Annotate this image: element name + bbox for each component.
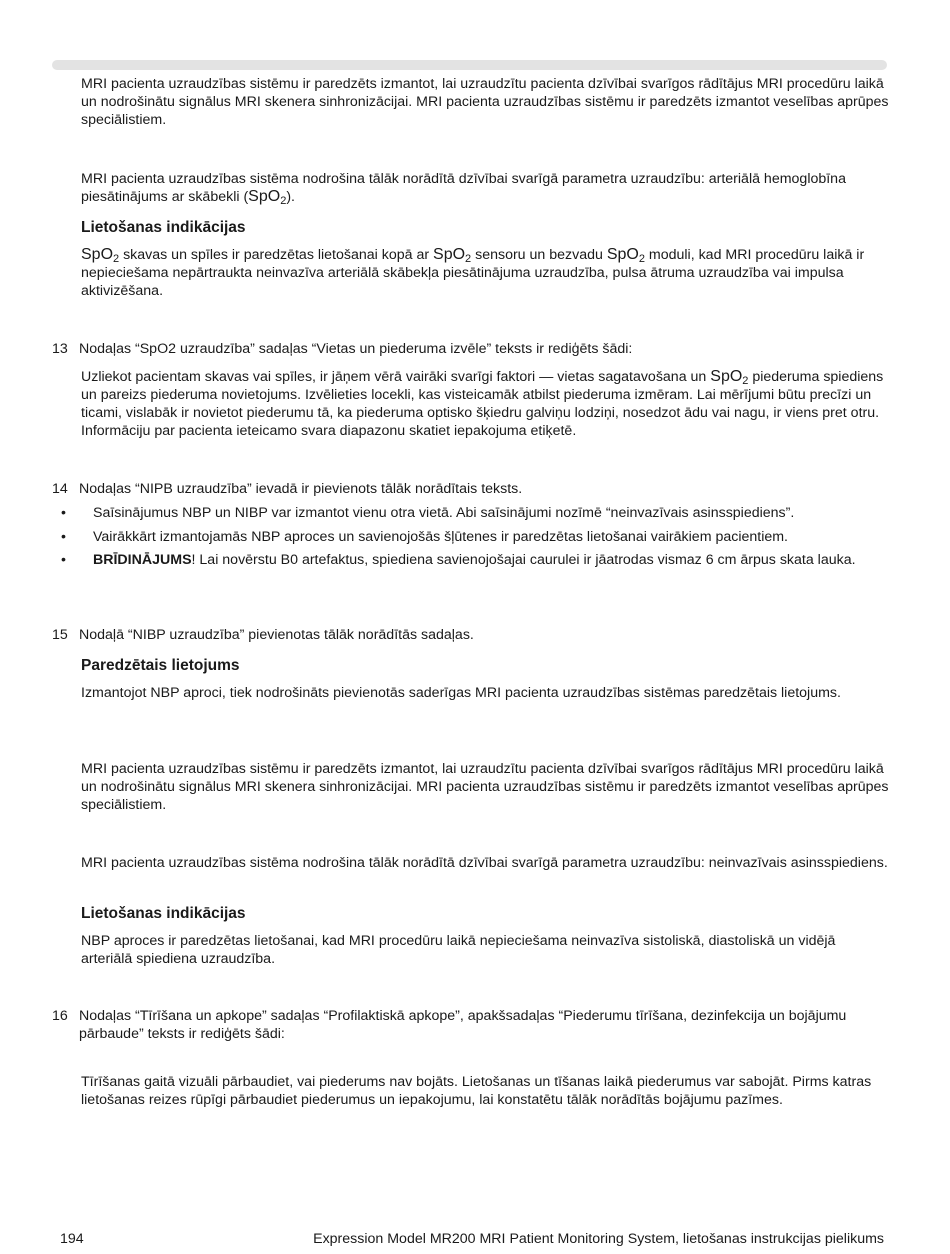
bullet-abbreviations: Saīsinājumus NBP un NIBP var izmantot vienu otra vietā. Abi saīsinājumi nozīmē “neinvazīvais asinsspiediens”.: [93, 505, 795, 521]
intended-use-paragraph: MRI pacienta uzraudzības sistēmu ir paredzēts izmantot, lai uzraudzītu pacienta dzīvībai svarīgos rādītājus MRI procedūru laikā un nodrošinātu signālus MRI skenera sinhronizācijai. MRI pacienta uzraudzības sistēmu ir paredzēts izmantot veselības aprūpes speciālistiem.: [81, 76, 889, 128]
item-number-16: 16: [52, 1008, 68, 1024]
spo2-subscript: 2: [280, 195, 287, 207]
spo2-indications-text-3: moduli, kad MRI procedūru laikā ir nepieciešama nepārtraukta neinvazīva arteriālā skābekļa piesātinājuma uzraudzība, pulsa ātruma uzraudzība vai impulsa aktivizēšana.: [81, 247, 865, 299]
page-number: 194: [60, 1231, 84, 1247]
top-divider-bar: [52, 60, 887, 70]
item-13-text-a: Uzliekot pacientam skavas vai spīles, ir jāņem vērā vairāki svarīgi faktori — vietas sagatavošana un: [81, 369, 711, 385]
spo2-parameter-end: ).: [286, 189, 295, 205]
nbp-system-paragraph: MRI pacienta uzraudzības sistēmu ir paredzēts izmantot, lai uzraudzītu pacienta dzīvībai svarīgos rādītājus MRI procedūru laikā un nodrošinātu signālus MRI skenera sinhronizācijai. MRI pacienta uzraudzības sistēmu ir paredzēts izmantot veselības aprūpes speciālistiem.: [81, 761, 889, 813]
nbp-parameter-paragraph: MRI pacienta uzraudzības sistēma nodrošina tālāk norādītā dzīvībai svarīgā parametra uzraudzību: neinvazīvais asinsspiediens.: [81, 855, 888, 871]
spo2-indications-paragraph: [81, 246, 889, 300]
spo2-subscript: 2: [638, 253, 645, 265]
spo2-subscript: 2: [465, 253, 472, 265]
spo2-indications-text-1: skavas un spīles ir paredzētas lietošanai kopā ar: [119, 247, 434, 263]
spo2-term: SpO: [710, 368, 743, 385]
spo2-term: SpO: [81, 246, 114, 263]
item-number-13: 13: [52, 341, 68, 357]
item-13-text-b: piederuma spiediens un pareizs piederuma novietojums. Izvēlieties locekli, kas visteicamāk atbilst piederuma izmēram. Lai mērījumi būtu precīzi un ticami, vislabāk ir novietot piederumu tā, ka piederuma optisko šķiedru galviņu lodziņi, nosedzot ādu vai nagu, ir viens pret otru. Informāciju par pacienta ieteicamo svara diapazonu skatiet iepakojuma etiķetē.: [81, 369, 884, 439]
item-16-paragraph: Tīrīšanas gaitā vizuāli pārbaudiet, vai piederums nav bojāts. Lietošanas un tīšanas laikā piederumus var sabojāt. Pirms katras lietošanas reizes rūpīgi pārbaudiet piederumus un iepakojumu, lai konstatētu tālāk norādītās bojājumu pazīmes.: [81, 1074, 872, 1108]
intended-use-heading: Paredzētais lietojums: [81, 657, 240, 674]
item-number-14: 14: [52, 481, 68, 497]
bullet-reusable-cuffs: Vairākkārt izmantojamās NBP aproces un savienojošās šļūtenes ir paredzētas lietošanai vairākiem pacientiem.: [93, 529, 788, 545]
warning-text: ! Lai novērstu B0 artefaktus, spiediena savienojošajai caurulei ir jāatrodas vismaz 6 cm ārpus skata lauka.: [191, 552, 856, 568]
bullet-warning: [93, 551, 883, 569]
item-13-paragraph: [81, 368, 889, 440]
spo2-parameter-paragraph: [81, 170, 889, 206]
spo2-parameter-text: MRI pacienta uzraudzības sistēma nodrošina tālāk norādītā dzīvībai svarīgā parametra uzraudzību: arteriālā hemoglobīna piesātinājums ar skābekli (: [81, 171, 846, 205]
spo2-indications-text-2: sensoru un bezvadu: [471, 247, 607, 263]
item-14-text: Nodaļas “NIPB uzraudzība” ievadā ir pievienots tālāk norādītais teksts.: [79, 481, 523, 497]
spo2-term: SpO: [248, 188, 281, 205]
bullet-marker: •: [61, 529, 66, 545]
spo2-subscript: 2: [113, 253, 120, 265]
nbp-indications-paragraph: NBP aproces ir paredzētas lietošanai, kad MRI procedūru laikā nepieciešama neinvazīva sistoliskā, diastoliskā un vidējā arteriālā spiediena uzraudzība.: [81, 933, 836, 967]
nbp-intended-use-paragraph: Izmantojot NBP aproci, tiek nodrošināts pievienotās saderīgas MRI pacienta uzraudzības sistēmas paredzētais lietojums.: [81, 685, 841, 701]
bullet-marker: •: [61, 505, 66, 521]
item-16-text: Nodaļas “Tīrīšana un apkope” sadaļas “Profilaktiskā apkope”, apakšsadaļas “Piederumu tīrīšana, dezinfekcija un bojājumu pārbaude” teksts ir rediģēts šādi:: [79, 1008, 847, 1042]
warning-label: BRĪDINĀJUMS: [93, 552, 192, 568]
bullet-marker: •: [61, 552, 66, 568]
item-number-15: 15: [52, 627, 68, 643]
spo2-subscript: 2: [742, 375, 749, 387]
spo2-term: SpO: [433, 246, 466, 263]
footer-title: Expression Model MR200 MRI Patient Monitoring System, lietošanas instrukcijas pielikums: [313, 1231, 884, 1247]
spo2-term: SpO: [606, 246, 639, 263]
nbp-indications-heading: Lietošanas indikācijas: [81, 905, 246, 922]
item-13-text: Nodaļas “SpO2 uzraudzība” sadaļas “Vietas un piederuma izvēle” teksts ir rediģēts šādi:: [79, 341, 633, 357]
item-15-text: Nodaļā “NIBP uzraudzība” pievienotas tālāk norādītās sadaļas.: [79, 627, 474, 643]
indications-heading: Lietošanas indikācijas: [81, 219, 246, 236]
